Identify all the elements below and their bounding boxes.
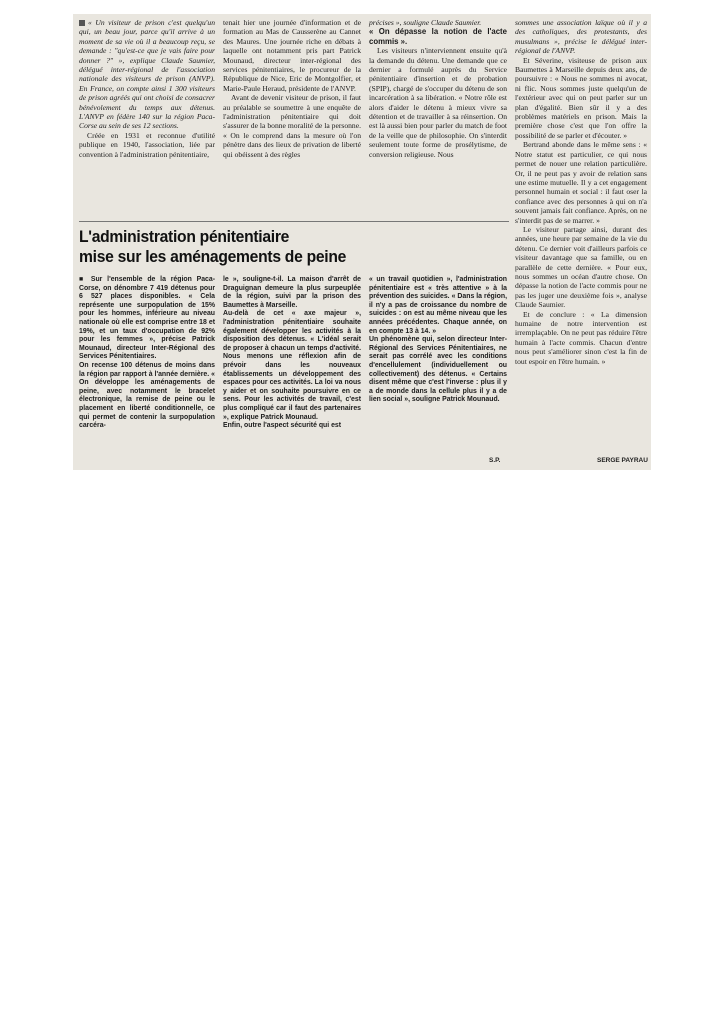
top-col2-paragraph-1: tenait hier une journée d'information et de formation au Mas de Causserène au Cannet des Maures. Une journée riche en débats à laquelle ont notamment pris part Patrick Mounaud, directeur inter-régional des services pénitentiaires, le procureur de la République de Nice, Eric de Montgolfier, et Marie-Paule Heraud, présidente de l'ANVP. <box>223 18 361 93</box>
bottom-article-column-3 <box>369 276 507 405</box>
right-col-paragraph-2: Et Séverine, visiteuse de prison aux Baumettes à Marseille depuis deux ans, de poursuivre : « Nous ne sommes ni avocat, ni flic. Nous sommes juste quelqu'un de l'extérieur avec qui on peut parler sur un plan d'égalité. Bien sûr il y a des problèmes matériels en prison. Mais la première chose c'est que l'on offre la possibilité de se parler et d'écouter. » <box>515 55 647 140</box>
right-article-column <box>515 18 647 366</box>
horizontal-divider <box>79 221 509 222</box>
top-col3-paragraph-2: Les visiteurs n'interviennent ensuite qu'à la demande du détenu. Une demande que ce dernier a formulé auprès du Service pénitentiaire d'insertion et de probation (SPIP), chargé de s'occuper du détenu de son incarcération à sa libération. « Notre rôle est alors d'aider le détenu à mieux vivre sa détention et de travailler à sa réinsertion. On est là aussi bien pour parler du match de foot de la veille que de philosophie. On s'interdit seulement toute forme de prosélytisme, de conversion religieuse. Nous <box>369 46 507 159</box>
bullet-square-icon <box>79 20 85 26</box>
right-col-paragraph-3: Bertrand abonde dans le même sens : « Notre statut est particulier, ce qui nous permet de nouer une relation particulière. Or, il ne peut pas y avoir de relation sans une estime mutuelle. Il y a cet engagement personnel humain et social : il faut oser la confiance avec des personnes à qui on n'a souvent jamais fait confiance. Après, on ne s'interdit pas de se marrer. » <box>515 140 647 225</box>
author-signature: SERGE PAYRAU <box>597 457 648 464</box>
bottom-article-column-1 <box>79 276 215 431</box>
top-col3-subheading: « On dépasse la notion de l'acte commis ». <box>369 27 507 46</box>
bottom-col2-paragraph-1: le », souligne-t-il. La maison d'arrêt de Draguignan demeure la plus surpeuplée de la région, suivi par la prison des Baumettes à Marseille. <box>223 276 361 309</box>
top-col3-paragraph-1: précises », souligne Claude Saumier. <box>369 18 482 27</box>
right-col-paragraph-1: sommes une association laïque où il y a des catholiques, des protestants, des musulmans », précise le délégué inter-régional de l'ANVP. <box>515 18 647 56</box>
headline-line-1: L'administration pénitentiaire <box>79 227 290 246</box>
headline-line-2: mise sur les aménagements de peine <box>79 247 347 266</box>
top-article-column-2 <box>223 18 361 159</box>
top-article-column-3 <box>369 18 507 159</box>
top-col1-text: « Un visiteur de prison c'est quelqu'un qui, un beau jour, parce qu'il arrive à un moment de sa vie où il a beaucoup reçu, se demande : "qu'est-ce que je vais faire pour donner ?" », explique Claude Saumier, délégué inter-régional de l'association nationale des visiteurs de prison (ANVP). En France, on compte ainsi 1 300 visiteurs de prison agréés qui ont choisi de consacrer bénévolement du temps aux détenus. L'ANVP en fédère 140 sur la région Paca-Corse au sein de ses 12 sections. <box>79 18 215 131</box>
bottom-col1-paragraph-2: On recense 100 détenus de moins dans la région par rapport à l'année dernière. « On développe les aménagements de peine, avec notamment le bracelet électronique, la remise de peine ou le placement en liberté conditionnelle, ce qui permet de contenir la surpopulation carcéra- <box>79 361 215 430</box>
top-col2-paragraph-2: Avant de devenir visiteur de prison, il faut au préalable se soumettre à une enquête de l'administration pénitentiaire qui doit s'assurer de la bonne moralité de la personne. « On le comprend dans la mesure où l'on pénètre dans des lieux de privation de liberté qui obéissent à des règles <box>223 93 361 159</box>
bottom-col2-paragraph-2: Au-delà de cet « axe majeur », l'administration pénitentiaire souhaite également développer les activités à la disposition des détenus. « L'idéal serait de proposer à chacun un temps d'activité. Nous menons une réflexion afin de prévoir dans les nouveaux établissements un développement des espaces pour ces activités. La loi va nous y aider et on souhaite poursuivre en ce sens. Pour les activités de travail, c'est plus compliqué car il faut des partenaires », explique Patrick Mounaud. <box>223 310 361 421</box>
article-headline <box>79 227 475 267</box>
bottom-col2-paragraph-3: Enfin, outre l'aspect sécurité qui est <box>223 422 342 430</box>
top-col1-paragraph-1 <box>79 18 215 131</box>
bottom-col1-paragraph-1: ■ Sur l'ensemble de la région Paca-Corse, on dénombre 7 419 détenus pour 6 527 places disponibles. « Cela représente une surpopulation de 15% pour les hommes, inférieure au niveau nationale où elle est comprise entre 18 et 19%, et un taux d'occupation de 92% pour les femmes », précise Patrick Mounaud, directeur Inter-Régional des Services Pénitentiaires. <box>79 276 215 361</box>
newspaper-clipping <box>73 14 651 470</box>
bottom-article-column-2 <box>223 276 361 431</box>
right-col-paragraph-4: Le visiteur partage ainsi, durant des années, une heure par semaine de la vie du détenu. Ce dernier voit d'ailleurs parfois ce visiteur davantage que sa famille, ou en parallèle de cette dernière. « Pour eux, nous sommes un océan d'autre chose. On dépasse la notion de l'acte commis pour ne pas les juger une deuxième fois », analyse Claude Saumier. <box>515 224 647 310</box>
top-article-column-1 <box>79 18 215 159</box>
bottom-col3-paragraph-2: Un phénomène qui, selon directeur Inter-Régional des Services Pénitentiaires, ne serait pas corrélé avec les conditions d'encellulement (individuellement ou collectivement) des détenus. « Certains disent même que c'est l'inverse : plus il y a de monde dans la cellule plus il y a de lien social », souligne Patrick Mounaud. <box>369 336 507 404</box>
top-col1-paragraph-2: Créée en 1931 et reconnue d'utilité publique en 1940, l'association, liée par convention à l'administration pénitentiaire, <box>79 130 215 159</box>
bottom-article-signature: S.P. <box>489 457 501 464</box>
right-col-paragraph-5: Et de conclure : « La dimension humaine de notre intervention est irremplaçable. On ne peut pas réduire l'être humain à l'acte commis. Chacun d'entre nous peut s'améliorer sinon c'est la fin de tout espoir en l'être humain. » <box>515 309 647 366</box>
bottom-col3-paragraph-1: « un travail quotidien », l'administration pénitentiaire est « très attentive » à la prévention des suicides. « Dans la région, il n'y a pas de croissance du nombre de suicides : on est au même niveau que les années précédentes. Chaque année, on en compte 13 à 14. » <box>369 276 507 335</box>
